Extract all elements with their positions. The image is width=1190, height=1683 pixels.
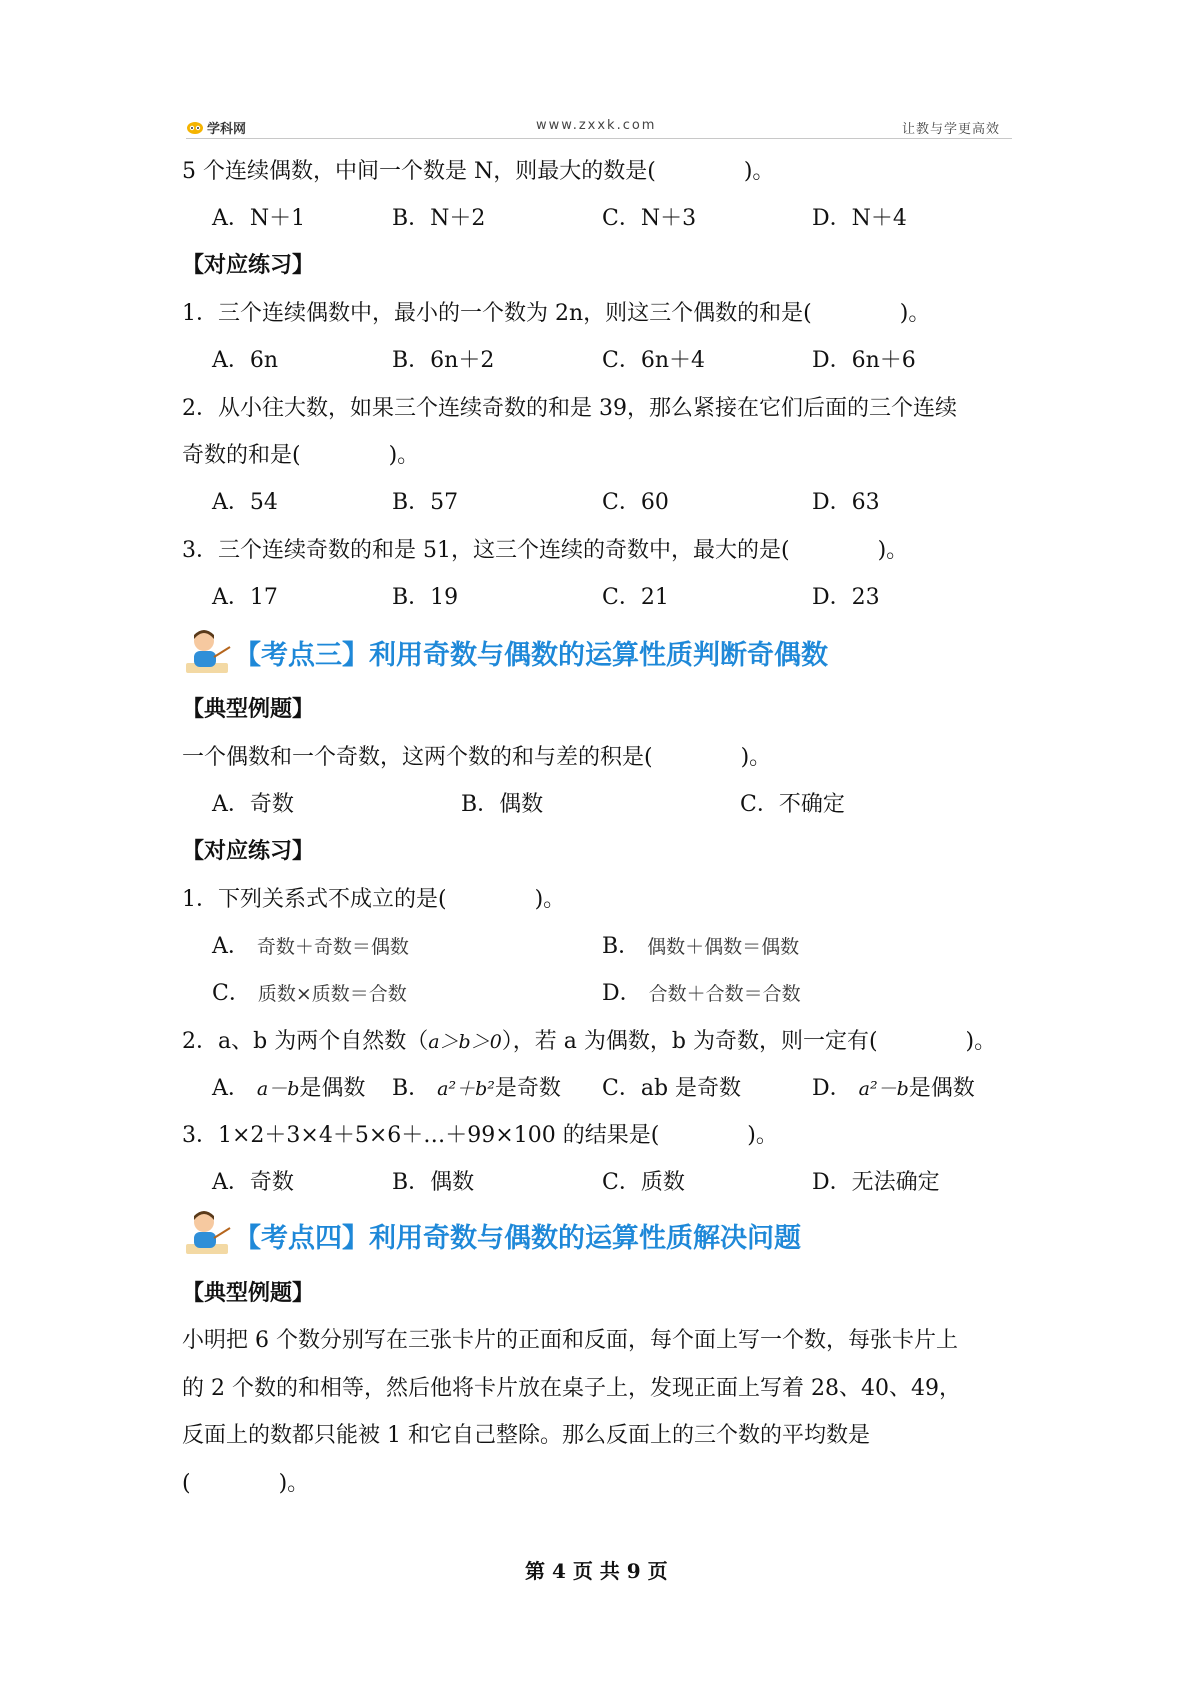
question-stem: 1．下列关系式不成立的是( )。 <box>182 887 566 912</box>
option-b <box>602 929 799 960</box>
option-c: C．质数 <box>602 1170 685 1195</box>
practice-heading: 【对应练习】 <box>182 839 315 864</box>
header-url[interactable]: www.zxxk.com <box>536 118 657 133</box>
logo-text: 学科网 <box>207 122 247 137</box>
question-stem: 1．三个连续偶数中，最小的一个数为 2n，则这三个偶数的和是( )。 <box>182 301 931 326</box>
option-d: D．6n＋6 <box>812 348 916 373</box>
option-d: D．63 <box>812 490 880 515</box>
stem-end: ），若 a 为偶数，b 为奇数，则一定有( )。 <box>501 1029 997 1054</box>
question-stem: 5 个连续偶数，中间一个数是 N，则最大的数是( )。 <box>182 159 775 184</box>
question-stem-line2: 奇数的和是( )。 <box>182 443 420 468</box>
option-c <box>212 976 407 1007</box>
option-d <box>812 1071 975 1102</box>
header-divider <box>186 138 1012 139</box>
practice-heading: 【对应练习】 <box>182 253 315 278</box>
question-stem: 3．1×2＋3×4＋5×6＋…＋99×100 的结果是( )。 <box>182 1123 778 1148</box>
option-label: B． <box>602 934 641 959</box>
option-text: 是奇数 <box>494 1076 561 1101</box>
option-c: C．N＋3 <box>602 206 697 231</box>
option-math: a²＋b² <box>437 1078 495 1100</box>
question-stem <box>182 1024 996 1055</box>
option-text: 是偶数 <box>908 1076 975 1101</box>
problem-line: 小明把 6 个数分别写在三张卡片的正面和反面，每个面上写一个数，每张卡片上 <box>182 1328 958 1353</box>
option-a: A．N＋1 <box>212 206 306 231</box>
option-b: B．N＋2 <box>392 206 486 231</box>
option-math: a－b <box>256 1078 300 1100</box>
page-number: 第 4 页 共 9 页 <box>525 1559 668 1583</box>
option-b: B．57 <box>392 490 459 515</box>
problem-line: ( )。 <box>182 1471 310 1496</box>
problem-line: 反面上的数都只能被 1 和它自己整除。那么反面上的三个数的平均数是 <box>182 1423 870 1448</box>
option-text: 合数＋合数＝合数 <box>648 983 801 1005</box>
stem-start: 2．a、b 为两个自然数（ <box>182 1029 429 1054</box>
example-heading: 【典型例题】 <box>182 1281 315 1306</box>
option-c: C．6n＋4 <box>602 348 705 373</box>
option-b: B．6n＋2 <box>392 348 495 373</box>
option-a: A．54 <box>212 490 278 515</box>
option-d <box>602 976 801 1007</box>
teacher-icon <box>184 1208 232 1258</box>
section-title: 【考点三】利用奇数与偶数的运算性质判断奇偶数 <box>234 640 828 671</box>
teacher-icon <box>184 627 232 677</box>
option-d: D．23 <box>812 585 880 610</box>
option-b: B．19 <box>392 585 459 610</box>
option-c: C．21 <box>602 585 669 610</box>
site-logo <box>186 118 246 137</box>
option-text: 是偶数 <box>299 1076 366 1101</box>
question-stem: 3．三个连续奇数的和是 51，这三个连续的奇数中，最大的是( )。 <box>182 538 909 563</box>
question-stem: 一个偶数和一个奇数，这两个数的和与差的积是( )。 <box>182 745 772 770</box>
option-c: C．不确定 <box>740 792 845 817</box>
option-a <box>212 929 409 960</box>
option-d: D．N＋4 <box>812 206 907 231</box>
option-a: A．17 <box>212 585 278 610</box>
option-label: D． <box>812 1076 852 1101</box>
option-a: A．奇数 <box>212 1170 294 1195</box>
option-text: 质数×质数＝合数 <box>257 983 407 1005</box>
option-math: a²－b <box>858 1078 909 1100</box>
option-label: C． <box>212 981 251 1006</box>
option-b: B．偶数 <box>392 1170 475 1195</box>
stem-condition: a＞b＞0 <box>428 1031 502 1053</box>
example-heading: 【典型例题】 <box>182 697 315 722</box>
option-text: 偶数＋偶数＝偶数 <box>647 936 800 958</box>
option-c: C．ab 是奇数 <box>602 1076 742 1101</box>
option-b: B．偶数 <box>461 792 544 817</box>
option-a <box>212 1071 365 1102</box>
problem-line: 的 2 个数的和相等，然后他将卡片放在桌子上，发现正面上写着 28、40、49， <box>182 1376 961 1401</box>
option-d: D．无法确定 <box>812 1170 940 1195</box>
option-label: B． <box>392 1076 431 1101</box>
option-label: A． <box>212 1076 250 1101</box>
question-stem-line1: 2．从小往大数，如果三个连续奇数的和是 39，那么紧接在它们后面的三个连续 <box>182 396 957 421</box>
option-text: 奇数＋奇数＝偶数 <box>256 936 409 958</box>
section-title: 【考点四】利用奇数与偶数的运算性质解决问题 <box>234 1223 801 1254</box>
option-label: A． <box>212 934 250 959</box>
option-label: D． <box>602 981 642 1006</box>
option-b <box>392 1071 561 1102</box>
header-slogan: 让教与学更高效 <box>902 122 1001 137</box>
option-a: A．奇数 <box>212 792 294 817</box>
option-c: C．60 <box>602 490 669 515</box>
logo-icon <box>186 121 204 135</box>
option-a: A．6n <box>212 348 279 373</box>
